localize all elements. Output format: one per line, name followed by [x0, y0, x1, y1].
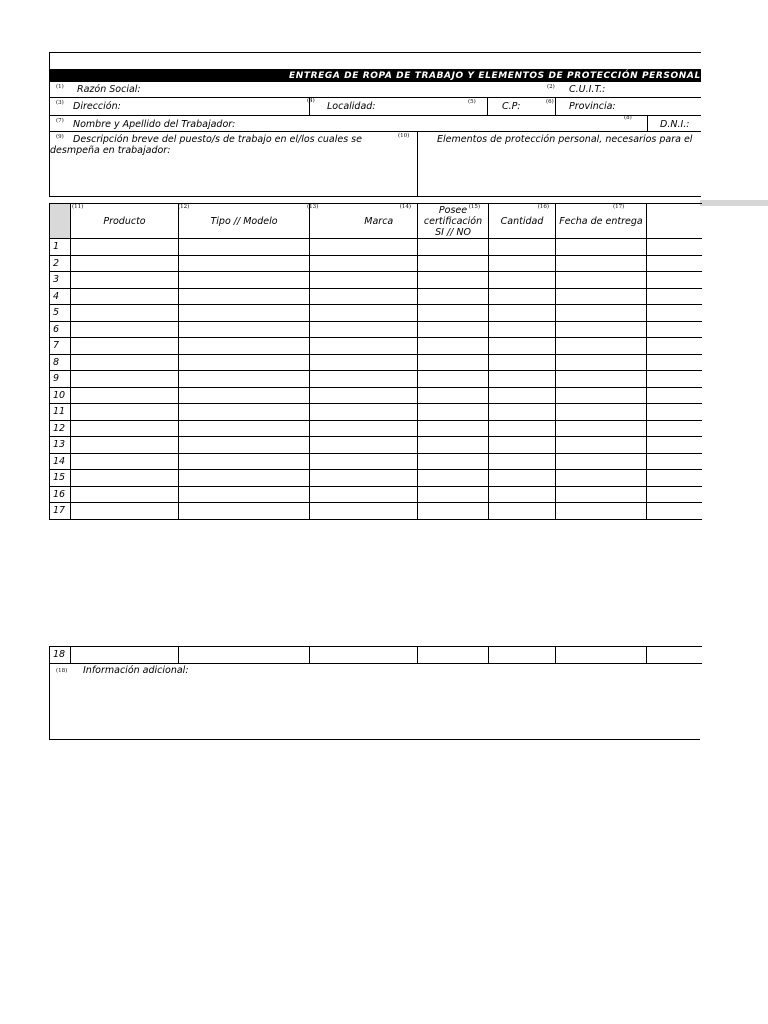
cell-extra[interactable]: [647, 453, 702, 470]
cell-fecha-entrega[interactable]: [556, 321, 647, 338]
row-number: 5: [50, 305, 71, 322]
cell-certificacion[interactable]: [418, 470, 489, 487]
cell-cantidad[interactable]: [489, 255, 556, 272]
cell-tipo-modelo[interactable]: [179, 255, 310, 272]
cell-certificacion[interactable]: [418, 404, 489, 421]
ref-6: (6): [546, 99, 554, 105]
cell-cantidad[interactable]: [489, 486, 556, 503]
ref-17: (17): [613, 204, 625, 210]
cell-fecha-entrega[interactable]: [556, 305, 647, 322]
cell-extra[interactable]: [647, 503, 702, 520]
col-fecha-entrega-label: Fecha de entrega: [559, 215, 643, 227]
ref-4: (4): [307, 98, 315, 104]
cell-fecha-entrega[interactable]: [556, 486, 647, 503]
cell-marca[interactable]: [310, 486, 418, 503]
cell-marca[interactable]: [310, 420, 418, 437]
table-header-row: [50, 204, 702, 239]
table-row: [50, 404, 702, 421]
table-row: [50, 288, 702, 305]
row-number: 7: [50, 338, 71, 355]
cell-marca[interactable]: [310, 354, 418, 371]
cell-tipo-modelo[interactable]: [179, 338, 310, 355]
cell-cantidad[interactable]: [489, 420, 556, 437]
localidad-label: Localidad:: [327, 101, 376, 112]
row-number: 14: [50, 453, 71, 470]
cell-extra[interactable]: [647, 647, 702, 664]
cell-certificacion[interactable]: [418, 272, 489, 289]
cell-marca[interactable]: [310, 437, 418, 454]
additional-info-label: Información adicional:: [83, 665, 189, 676]
products-table-row-18: [49, 646, 702, 664]
dni-label: D.N.I.:: [660, 119, 690, 130]
col-certificacion-line2: certificación: [423, 215, 483, 227]
cell-tipo-modelo[interactable]: [179, 486, 310, 503]
cell-certificacion[interactable]: [418, 321, 489, 338]
nombre-label: Nombre y Apellido del Trabajador:: [73, 119, 236, 130]
cell-tipo-modelo[interactable]: [179, 503, 310, 520]
cell-certificacion[interactable]: [418, 338, 489, 355]
cell-producto[interactable]: [71, 453, 179, 470]
cell-extra[interactable]: [647, 486, 702, 503]
ref-10: (10): [398, 133, 410, 139]
cell-marca[interactable]: [310, 647, 418, 664]
cell-tipo-modelo[interactable]: [179, 437, 310, 454]
direccion-label: Dirección:: [73, 101, 121, 112]
cell-marca[interactable]: [310, 255, 418, 272]
cell-tipo-modelo[interactable]: [179, 272, 310, 289]
cell-certificacion[interactable]: [418, 371, 489, 388]
cell-certificacion[interactable]: [418, 288, 489, 305]
cell-producto[interactable]: [71, 272, 179, 289]
row-number: 9: [50, 371, 71, 388]
cell-marca[interactable]: [310, 503, 418, 520]
table-row: [50, 272, 702, 289]
ref-12: (12): [178, 204, 190, 210]
divider: [647, 116, 648, 131]
cell-fecha-entrega[interactable]: [556, 371, 647, 388]
cell-tipo-modelo[interactable]: [179, 404, 310, 421]
cell-producto[interactable]: [71, 338, 179, 355]
cell-extra[interactable]: [647, 420, 702, 437]
ref-15: (15): [468, 204, 480, 210]
row-number: 2: [50, 255, 71, 272]
cell-producto[interactable]: [71, 486, 179, 503]
cell-fecha-entrega[interactable]: [556, 420, 647, 437]
cell-certificacion[interactable]: [418, 255, 489, 272]
row-number: 17: [50, 503, 71, 520]
cell-fecha-entrega[interactable]: [556, 647, 647, 664]
ref-9: (9): [56, 134, 64, 140]
table-row: [50, 437, 702, 454]
cell-tipo-modelo[interactable]: [179, 453, 310, 470]
table-row: [50, 321, 702, 338]
row-number: 4: [50, 288, 71, 305]
cell-certificacion[interactable]: [418, 503, 489, 520]
table-row: [50, 470, 702, 487]
cell-extra[interactable]: [647, 437, 702, 454]
col-producto: [71, 204, 179, 239]
cell-marca[interactable]: [310, 239, 418, 256]
row-number: 11: [50, 404, 71, 421]
cell-fecha-entrega[interactable]: [556, 387, 647, 404]
cell-certificacion[interactable]: [418, 239, 489, 256]
cell-extra[interactable]: [647, 321, 702, 338]
row-number: 18: [50, 647, 71, 664]
cell-marca[interactable]: [310, 288, 418, 305]
ref-18: (18): [56, 668, 68, 674]
cell-extra[interactable]: [647, 255, 702, 272]
table-row: [50, 453, 702, 470]
cell-certificacion[interactable]: [418, 437, 489, 454]
cell-cantidad[interactable]: [489, 288, 556, 305]
row-descripcion: [50, 132, 701, 197]
table-row: [50, 486, 702, 503]
row-number: 16: [50, 486, 71, 503]
col-cantidad-label: Cantidad: [500, 215, 544, 227]
row-number: 3: [50, 272, 71, 289]
ref-5: (5): [468, 99, 476, 105]
col-certificacion-line1: Posee: [438, 204, 468, 216]
cell-tipo-modelo[interactable]: [179, 371, 310, 388]
cell-tipo-modelo[interactable]: [179, 470, 310, 487]
form-top-blank: [50, 53, 701, 70]
cell-producto[interactable]: [71, 371, 179, 388]
cell-cantidad[interactable]: [489, 371, 556, 388]
col-producto-label: Producto: [103, 215, 146, 227]
row-razon-social: [50, 82, 701, 98]
col-cantidad: [489, 204, 556, 239]
cell-cantidad[interactable]: [489, 404, 556, 421]
descripcion-label-line1: Descripción breve del puesto/s de trabajo en el/los cuales se: [73, 134, 362, 145]
cell-tipo-modelo[interactable]: [179, 239, 310, 256]
row-nombre: [50, 116, 701, 132]
col-marca-label: Marca: [364, 215, 394, 227]
col-extra: [647, 204, 702, 239]
cell-extra[interactable]: [647, 288, 702, 305]
products-table: [49, 203, 702, 520]
col-tipo-modelo: [179, 204, 310, 239]
cell-cantidad[interactable]: [489, 437, 556, 454]
row-number: 10: [50, 387, 71, 404]
divider: [487, 98, 488, 115]
cell-extra[interactable]: [647, 338, 702, 355]
cell-tipo-modelo[interactable]: [179, 321, 310, 338]
table-row: [50, 305, 702, 322]
table-row: [50, 255, 702, 272]
cell-cantidad[interactable]: [489, 338, 556, 355]
cell-tipo-modelo[interactable]: [179, 420, 310, 437]
cell-producto[interactable]: [71, 470, 179, 487]
cell-marca[interactable]: [310, 272, 418, 289]
cell-cantidad[interactable]: [489, 647, 556, 664]
table-row: [50, 420, 702, 437]
cell-fecha-entrega[interactable]: [556, 404, 647, 421]
cell-marca[interactable]: [310, 453, 418, 470]
cell-tipo-modelo[interactable]: [179, 387, 310, 404]
cell-cantidad[interactable]: [489, 239, 556, 256]
col-tipo-modelo-label: Tipo // Modelo: [210, 215, 278, 227]
cell-extra[interactable]: [647, 470, 702, 487]
descripcion-label-line2: desmpeña en trabajador:: [50, 145, 171, 156]
cell-certificacion[interactable]: [418, 453, 489, 470]
cell-cantidad[interactable]: [489, 321, 556, 338]
ref-3: (3): [56, 100, 64, 106]
elementos-label: Elementos de protección personal, necesarios para el: [437, 134, 693, 145]
row-number: 8: [50, 354, 71, 371]
cell-cantidad[interactable]: [489, 453, 556, 470]
additional-info-box[interactable]: [49, 664, 700, 740]
col-certificacion: [418, 204, 489, 239]
cell-fecha-entrega[interactable]: [556, 453, 647, 470]
col-fecha-entrega: [556, 204, 647, 239]
delivery-form: [49, 52, 701, 197]
row-number: 6: [50, 321, 71, 338]
razon-social-label: Razón Social:: [77, 84, 141, 95]
cell-certificacion[interactable]: [418, 420, 489, 437]
cell-certificacion[interactable]: [418, 387, 489, 404]
cell-fecha-entrega[interactable]: [556, 437, 647, 454]
cell-extra[interactable]: [647, 387, 702, 404]
row-number: 1: [50, 239, 71, 256]
cell-extra[interactable]: [647, 371, 702, 388]
cell-certificacion[interactable]: [418, 647, 489, 664]
cell-cantidad[interactable]: [489, 272, 556, 289]
cell-tipo-modelo[interactable]: [179, 647, 310, 664]
table-row: [50, 338, 702, 355]
ref-1: (1): [56, 84, 64, 90]
cell-cantidad[interactable]: [489, 354, 556, 371]
ref-7: (7): [56, 118, 64, 124]
cell-extra[interactable]: [647, 404, 702, 421]
cell-marca[interactable]: [310, 404, 418, 421]
cell-producto[interactable]: [71, 288, 179, 305]
cell-producto[interactable]: [71, 420, 179, 437]
form-title-bar: [50, 70, 701, 82]
cell-fecha-entrega[interactable]: [556, 288, 647, 305]
ref-16: (16): [537, 204, 549, 210]
row-number: 12: [50, 420, 71, 437]
table-row: [50, 239, 702, 256]
table-row: [50, 371, 702, 388]
ref-11: (11): [72, 204, 84, 210]
cell-fecha-entrega[interactable]: [556, 255, 647, 272]
cell-fecha-entrega[interactable]: [556, 503, 647, 520]
cell-marca[interactable]: [310, 371, 418, 388]
cell-marca[interactable]: [310, 470, 418, 487]
cell-certificacion[interactable]: [418, 486, 489, 503]
provincia-label: Provincia:: [569, 101, 616, 112]
cell-producto[interactable]: [71, 305, 179, 322]
cell-cantidad[interactable]: [489, 503, 556, 520]
cell-fecha-entrega[interactable]: [556, 338, 647, 355]
cell-producto[interactable]: [71, 354, 179, 371]
cell-tipo-modelo[interactable]: [179, 288, 310, 305]
ref-14: (14): [399, 204, 411, 210]
cell-extra[interactable]: [647, 239, 702, 256]
row-direccion: [50, 98, 701, 116]
header-corner: [50, 204, 71, 239]
row-number: 13: [50, 437, 71, 454]
divider: [417, 132, 418, 196]
cell-cantidad[interactable]: [489, 387, 556, 404]
cuit-label: C.U.I.T.:: [569, 84, 606, 95]
cell-marca[interactable]: [310, 387, 418, 404]
ref-13: (13): [307, 204, 319, 210]
cp-label: C.P:: [502, 101, 521, 112]
row-number: 15: [50, 470, 71, 487]
cell-producto[interactable]: [71, 503, 179, 520]
sheet-divider-bar: [700, 200, 768, 206]
ref-2: (2): [547, 84, 555, 90]
cell-fecha-entrega[interactable]: [556, 354, 647, 371]
cell-tipo-modelo[interactable]: [179, 354, 310, 371]
cell-marca[interactable]: [310, 321, 418, 338]
table-row: [50, 503, 702, 520]
ref-8: (8): [624, 115, 632, 121]
col-certificacion-line3: SI // NO: [435, 226, 471, 238]
cell-producto[interactable]: [71, 239, 179, 256]
cell-marca[interactable]: [310, 305, 418, 322]
table-row: [50, 387, 702, 404]
col-marca: [341, 204, 418, 239]
cell-producto[interactable]: [71, 321, 179, 338]
cell-extra[interactable]: [647, 354, 702, 371]
form-title: ENTREGA DE ROPA DE TRABAJO Y ELEMENTOS DE PROTECCIÓN PERSONAL: [289, 71, 701, 81]
cell-cantidad[interactable]: [489, 305, 556, 322]
cell-marca[interactable]: [310, 338, 418, 355]
cell-cantidad[interactable]: [489, 470, 556, 487]
cell-extra[interactable]: [647, 272, 702, 289]
cell-producto[interactable]: [71, 255, 179, 272]
cell-certificacion[interactable]: [418, 305, 489, 322]
table-row: [50, 647, 702, 664]
cell-producto[interactable]: [71, 404, 179, 421]
cell-tipo-modelo[interactable]: [179, 305, 310, 322]
cell-producto[interactable]: [71, 387, 179, 404]
cell-certificacion[interactable]: [418, 354, 489, 371]
cell-fecha-entrega[interactable]: [556, 239, 647, 256]
col-marca-left: [307, 204, 341, 239]
divider: [555, 98, 556, 115]
cell-fecha-entrega[interactable]: [556, 272, 647, 289]
cell-extra[interactable]: [647, 305, 702, 322]
cell-producto[interactable]: [71, 437, 179, 454]
table-row: [50, 354, 702, 371]
cell-fecha-entrega[interactable]: [556, 470, 647, 487]
cell-producto[interactable]: [71, 647, 179, 664]
